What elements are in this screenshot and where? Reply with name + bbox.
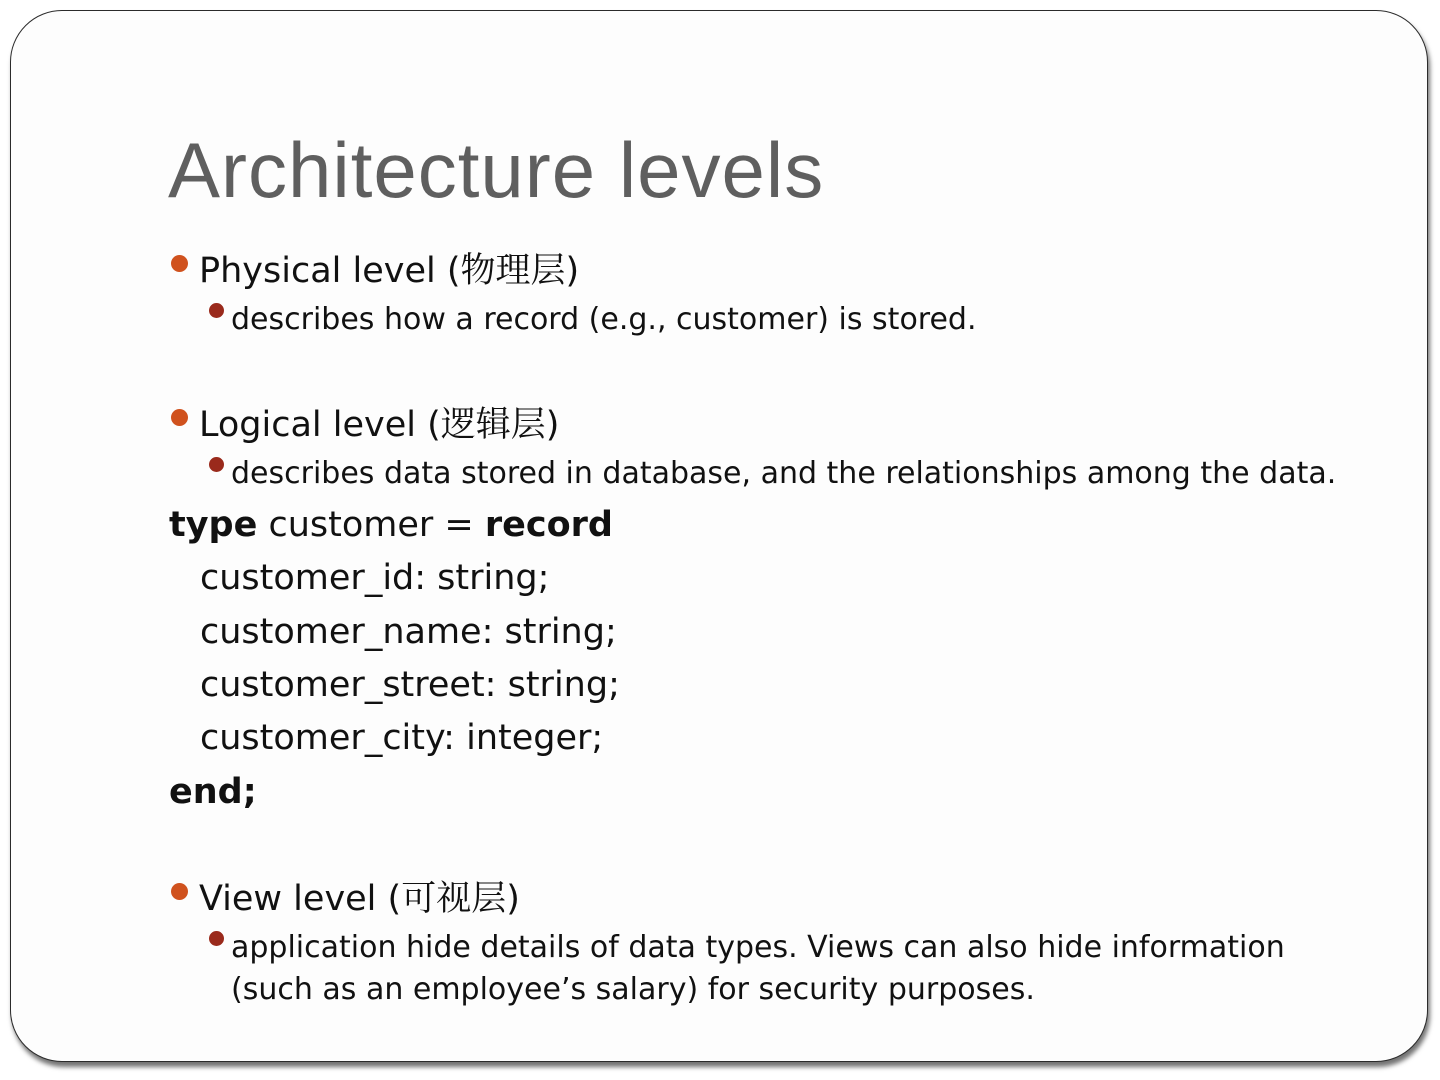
bullet-heading: Physical level (物理层): [199, 251, 580, 291]
subbullet-text: application hide details of data types. Views can also hide information (such as an employee’s salary) for security purposes.: [231, 930, 1285, 1007]
bullet-physical-level: [171, 251, 579, 291]
code-field: customer_city: integer;: [200, 718, 604, 758]
code-end: end;: [169, 772, 257, 812]
code-type-name: customer =: [257, 505, 485, 545]
subbullet-dot-icon: [209, 303, 224, 318]
bullet-heading: View level (可视层): [199, 879, 520, 919]
bullet-heading: Logical level (逻辑层): [199, 405, 560, 445]
subbullet-dot-icon: [209, 931, 224, 946]
bullet-view-level: [171, 879, 520, 919]
code-field: customer_id: string;: [200, 558, 550, 598]
subbullet-logical-detail: [209, 453, 1336, 495]
slide-title: Architecture levels: [168, 126, 825, 214]
slide-frame: [10, 10, 1428, 1062]
code-keyword-type: type: [169, 505, 258, 545]
bullet-logical-level: [171, 405, 559, 445]
subbullet-text: describes data stored in database, and the relationships among the data.: [231, 456, 1337, 491]
code-type-declaration: [169, 505, 613, 545]
code-field: customer_street: string;: [200, 665, 620, 705]
subbullet-physical-detail: [209, 299, 977, 341]
code-field: customer_name: string;: [200, 612, 617, 652]
bullet-dot-icon: [171, 409, 188, 426]
bullet-dot-icon: [171, 255, 188, 272]
subbullet-text: describes how a record (e.g., customer) is stored.: [231, 302, 977, 337]
subbullet-view-detail: [209, 927, 1334, 1011]
code-keyword-record: record: [484, 505, 613, 545]
subbullet-dot-icon: [209, 457, 224, 472]
bullet-dot-icon: [171, 883, 188, 900]
